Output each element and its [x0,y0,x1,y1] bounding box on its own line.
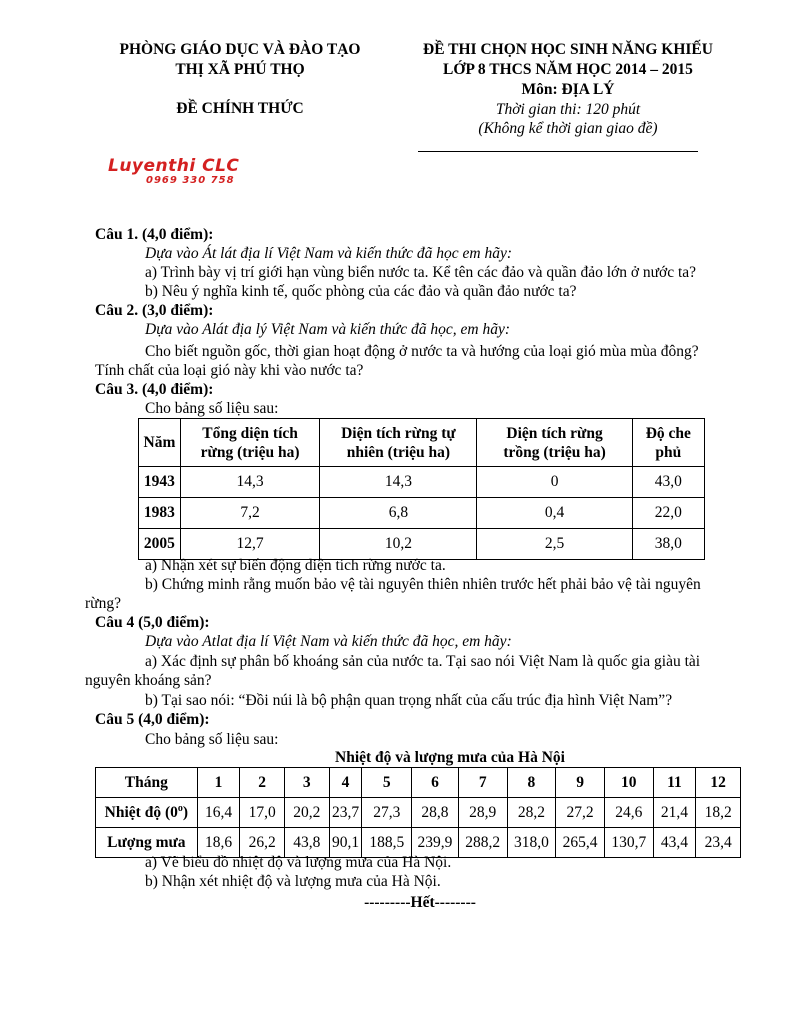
cell: 43,8 [284,828,329,858]
cell: 1943 [139,467,181,498]
q3-b-2: rừng? [85,595,121,612]
exam-time: Thời gian thi: 120 phút [495,101,641,118]
month-label: Tháng [96,768,198,798]
exam-title-line-1: ĐỀ THI CHỌN HỌC SINH NĂNG KHIẾU [423,41,713,58]
cell: 90,1 [329,828,362,858]
q5-intro: Cho bảng số liệu sau: [145,731,279,748]
cell: 0 [477,467,632,498]
month-cell: 1 [197,768,240,798]
rain-label: Lượng mưa [96,828,198,858]
cell: 1983 [139,498,181,529]
subject: Môn: ĐỊA LÝ [521,81,615,98]
end-marker: ---------Hết-------- [364,894,476,911]
q2-intro: Dựa vào Alát địa lý Việt Nam và kiến thức đã học, em hãy: [145,321,510,338]
exam-title-line-2: LỚP 8 THCS NĂM HỌC 2014 – 2015 [443,61,693,78]
q1-a: a) Trình bày vị trí giới hạn vùng biển nước ta. Kể tên các đảo và quần đảo lớn ở nước ta? [145,264,697,281]
watermark-brand: Luyenthi CLC [108,156,240,176]
q2-title: Câu 2. (3,0 điểm): [95,302,214,319]
cell: 18,6 [197,828,240,858]
month-cell: 4 [329,768,362,798]
q1-intro: Dựa vào Át lát địa lí Việt Nam và kiến thức đã học em hãy: [145,245,513,262]
q1-b: b) Nêu ý nghĩa kinh tế, quốc phòng của các đảo và quần đảo nước ta? [145,283,577,300]
cell: 288,2 [458,828,507,858]
cell: 188,5 [362,828,412,858]
q4-title: Câu 4 (5,0 điểm): [95,614,210,631]
q5-a: a) Vẽ biểu đồ nhiệt độ và lượng mưa của Hà Nội. [145,854,452,871]
climate-table-title: Nhiệt độ và lượng mưa của Hà Nội [335,749,565,766]
cell: 23,4 [696,828,741,858]
cell: 239,9 [412,828,459,858]
month-cell: 8 [507,768,556,798]
month-cell: 11 [653,768,696,798]
watermark-phone: 0969 330 758 [146,175,235,186]
month-cell: 2 [240,768,285,798]
exam-time-note: (Không kể thời gian giao đề) [478,120,658,137]
cell: 17,0 [240,798,285,828]
cell: 22,0 [632,498,704,529]
header-total-area: Tổng diện tích rừng (triệu ha) [180,419,319,467]
q4-intro: Dựa vào Atlat địa lí Việt Nam và kiến thức đã học, em hãy: [145,633,512,650]
cell: 0,4 [477,498,632,529]
month-cell: 5 [362,768,412,798]
q3-title: Câu 3. (4,0 điểm): [95,381,214,398]
header-natural-area: Diện tích rừng tự nhiên (triệu ha) [320,419,477,467]
cell: 318,0 [507,828,556,858]
cell: 28,9 [458,798,507,828]
cell: 24,6 [604,798,653,828]
q3-intro: Cho bảng số liệu sau: [145,400,279,417]
cell: 12,7 [180,529,319,560]
cell: 6,8 [320,498,477,529]
cell: 27,2 [556,798,605,828]
q5-b: b) Nhận xét nhiệt độ và lượng mưa của Hà Nội. [145,873,441,890]
q4-a-1: a) Xác định sự phân bố khoáng sản của nước ta. Tại sao nói Việt Nam là quốc gia giàu tài [145,653,701,670]
month-cell: 7 [458,768,507,798]
month-cell: 12 [696,768,741,798]
q5-title: Câu 5 (4,0 điểm): [95,711,210,728]
cell: 21,4 [653,798,696,828]
month-cell: 9 [556,768,605,798]
cell: 7,2 [180,498,319,529]
cell: 27,3 [362,798,412,828]
cell: 14,3 [320,467,477,498]
month-cell: 3 [284,768,329,798]
month-cell: 10 [604,768,653,798]
month-cell: 6 [412,768,459,798]
q4-b: b) Tại sao nói: “Đồi núi là bộ phận quan trọng nhất của cấu trúc địa hình Việt Nam”? [145,692,673,709]
org-line-1: PHÒNG GIÁO DỤC VÀ ĐÀO TẠO [119,41,361,58]
cell: 26,2 [240,828,285,858]
cell: 23,7 [329,798,362,828]
exam-content-3 [95,0,755,1035]
cell: 43,4 [653,828,696,858]
q3-a: a) Nhận xét sự biến động diện tích rừng nước ta. [145,557,446,574]
cell: 130,7 [604,828,653,858]
cell: 16,4 [197,798,240,828]
q4-a-2: nguyên khoáng sản? [85,672,212,689]
cell: 265,4 [556,828,605,858]
temp-label: Nhiệt độ (0$^o$) [96,798,198,828]
cell: 43,0 [632,467,704,498]
cell: 14,3 [180,467,319,498]
cell: 2,5 [477,529,632,560]
cell: 10,2 [320,529,477,560]
org-line-2: THỊ XÃ PHÚ THỌ [175,61,305,78]
q2-text-2: Tính chất của loại gió này khi vào nước ta? [95,362,364,379]
cell: 28,2 [507,798,556,828]
cell: 2005 [139,529,181,560]
cell: 20,2 [284,798,329,828]
cell: 28,8 [412,798,459,828]
header-year: Năm [139,419,181,467]
q1-title: Câu 1. (4,0 điểm): [95,226,214,243]
q3-b-1: b) Chứng minh rằng muốn bảo vệ tài nguyên thiên nhiên trước hết phải bảo vệ tài nguyên [145,576,701,593]
q2-text-1: Cho biết nguồn gốc, thời gian hoạt động ở nước ta và hướng của loại gió mùa mùa đông? [145,343,699,360]
official-label: ĐỀ CHÍNH THỨC [176,100,304,117]
header-coverage: Độ che phủ [632,419,704,467]
cell: 18,2 [696,798,741,828]
cell: 38,0 [632,529,704,560]
header-planted-area: Diện tích rừng trồng (triệu ha) [477,419,632,467]
